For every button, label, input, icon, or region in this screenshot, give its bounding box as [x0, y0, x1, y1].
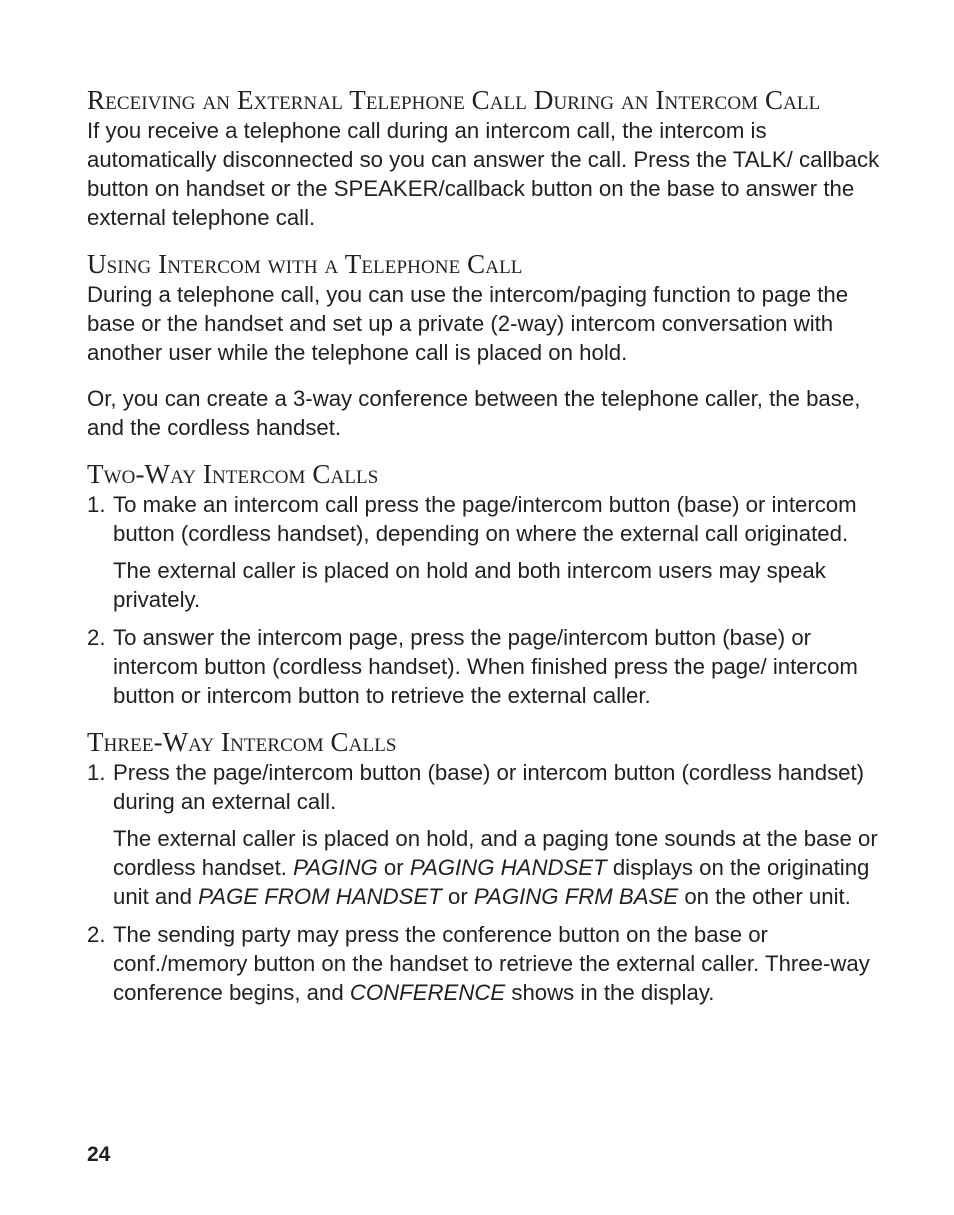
- body-paragraph: During a telephone call, you can use the intercom/paging function to page the base or the handset and set up a private (2-way) intercom conversation with another user while the telephone call is placed on hold.: [87, 282, 849, 365]
- section-three-way-intercom: [87, 726, 884, 1007]
- section-heading: Using Intercom with a Telephone Call: [87, 249, 523, 279]
- step-text-part: shows in the display.: [511, 980, 715, 1005]
- note-text: The external caller is placed on hold, and a paging tone sounds at the base or cordless handset.: [113, 826, 878, 880]
- section-using-intercom: [87, 248, 884, 442]
- step-text: To answer the intercom page, press the page/intercom button (base) or intercom button (cordless handset). When finished press the page/ intercom button or intercom button to retrieve the external caller.: [113, 625, 858, 708]
- section-receiving-external-call: [87, 84, 884, 232]
- note-text: on the other unit.: [684, 884, 851, 909]
- step-number: 2.: [87, 625, 106, 650]
- list-item: [87, 758, 884, 911]
- step-number: 2.: [87, 922, 106, 947]
- section-heading: Three-Way Intercom Calls: [87, 727, 397, 757]
- step-number: 1.: [87, 760, 106, 785]
- list-item: [87, 920, 884, 1007]
- display-text: PAGING FRM BASE: [473, 884, 679, 909]
- steps-list: [87, 758, 884, 1007]
- step-note: [113, 824, 884, 911]
- body-paragraph: If you receive a telephone call during an intercom call, the intercom is automatically disconnected so you can answer the call. Press the TALK/ callback button on handset or the SPEAKER/callback button on the base to answer the external telephone call.: [87, 118, 880, 230]
- section-heading: Receiving an External Telephone Call During an Intercom Call: [87, 85, 821, 115]
- step-text-part: The sending party may press the conference button on the base or conf./memory button on the handset to retrieve the external caller. Three-way conference begins, and: [113, 922, 870, 1005]
- section-heading: Two-Way Intercom Calls: [87, 459, 379, 489]
- display-text: CONFERENCE: [349, 980, 506, 1005]
- list-item: [87, 490, 884, 614]
- display-text: PAGING HANDSET: [409, 855, 607, 880]
- step-text: [113, 920, 884, 1007]
- steps-list: [87, 490, 884, 710]
- step-text: To make an intercom call press the page/intercom button (base) or intercom button (cordless handset), depending on where the external call originated.: [113, 492, 857, 546]
- section-two-way-intercom: [87, 458, 884, 710]
- step-number: 1.: [87, 492, 106, 517]
- list-item: [87, 623, 884, 710]
- step-note: The external caller is placed on hold and both intercom users may speak privately.: [113, 558, 826, 612]
- page-number: 24: [87, 1143, 111, 1166]
- note-text: displays on the originating unit and: [113, 855, 870, 909]
- display-text: PAGE FROM HANDSET: [198, 884, 442, 909]
- note-text: or: [383, 855, 404, 880]
- step-text: Press the page/intercom button (base) or intercom button (cordless handset) during an external call.: [113, 760, 865, 814]
- body-paragraph: Or, you can create a 3-way conference between the telephone caller, the base, and the cordless handset.: [87, 386, 861, 440]
- display-text: PAGING: [293, 855, 378, 880]
- note-text: or: [447, 884, 468, 909]
